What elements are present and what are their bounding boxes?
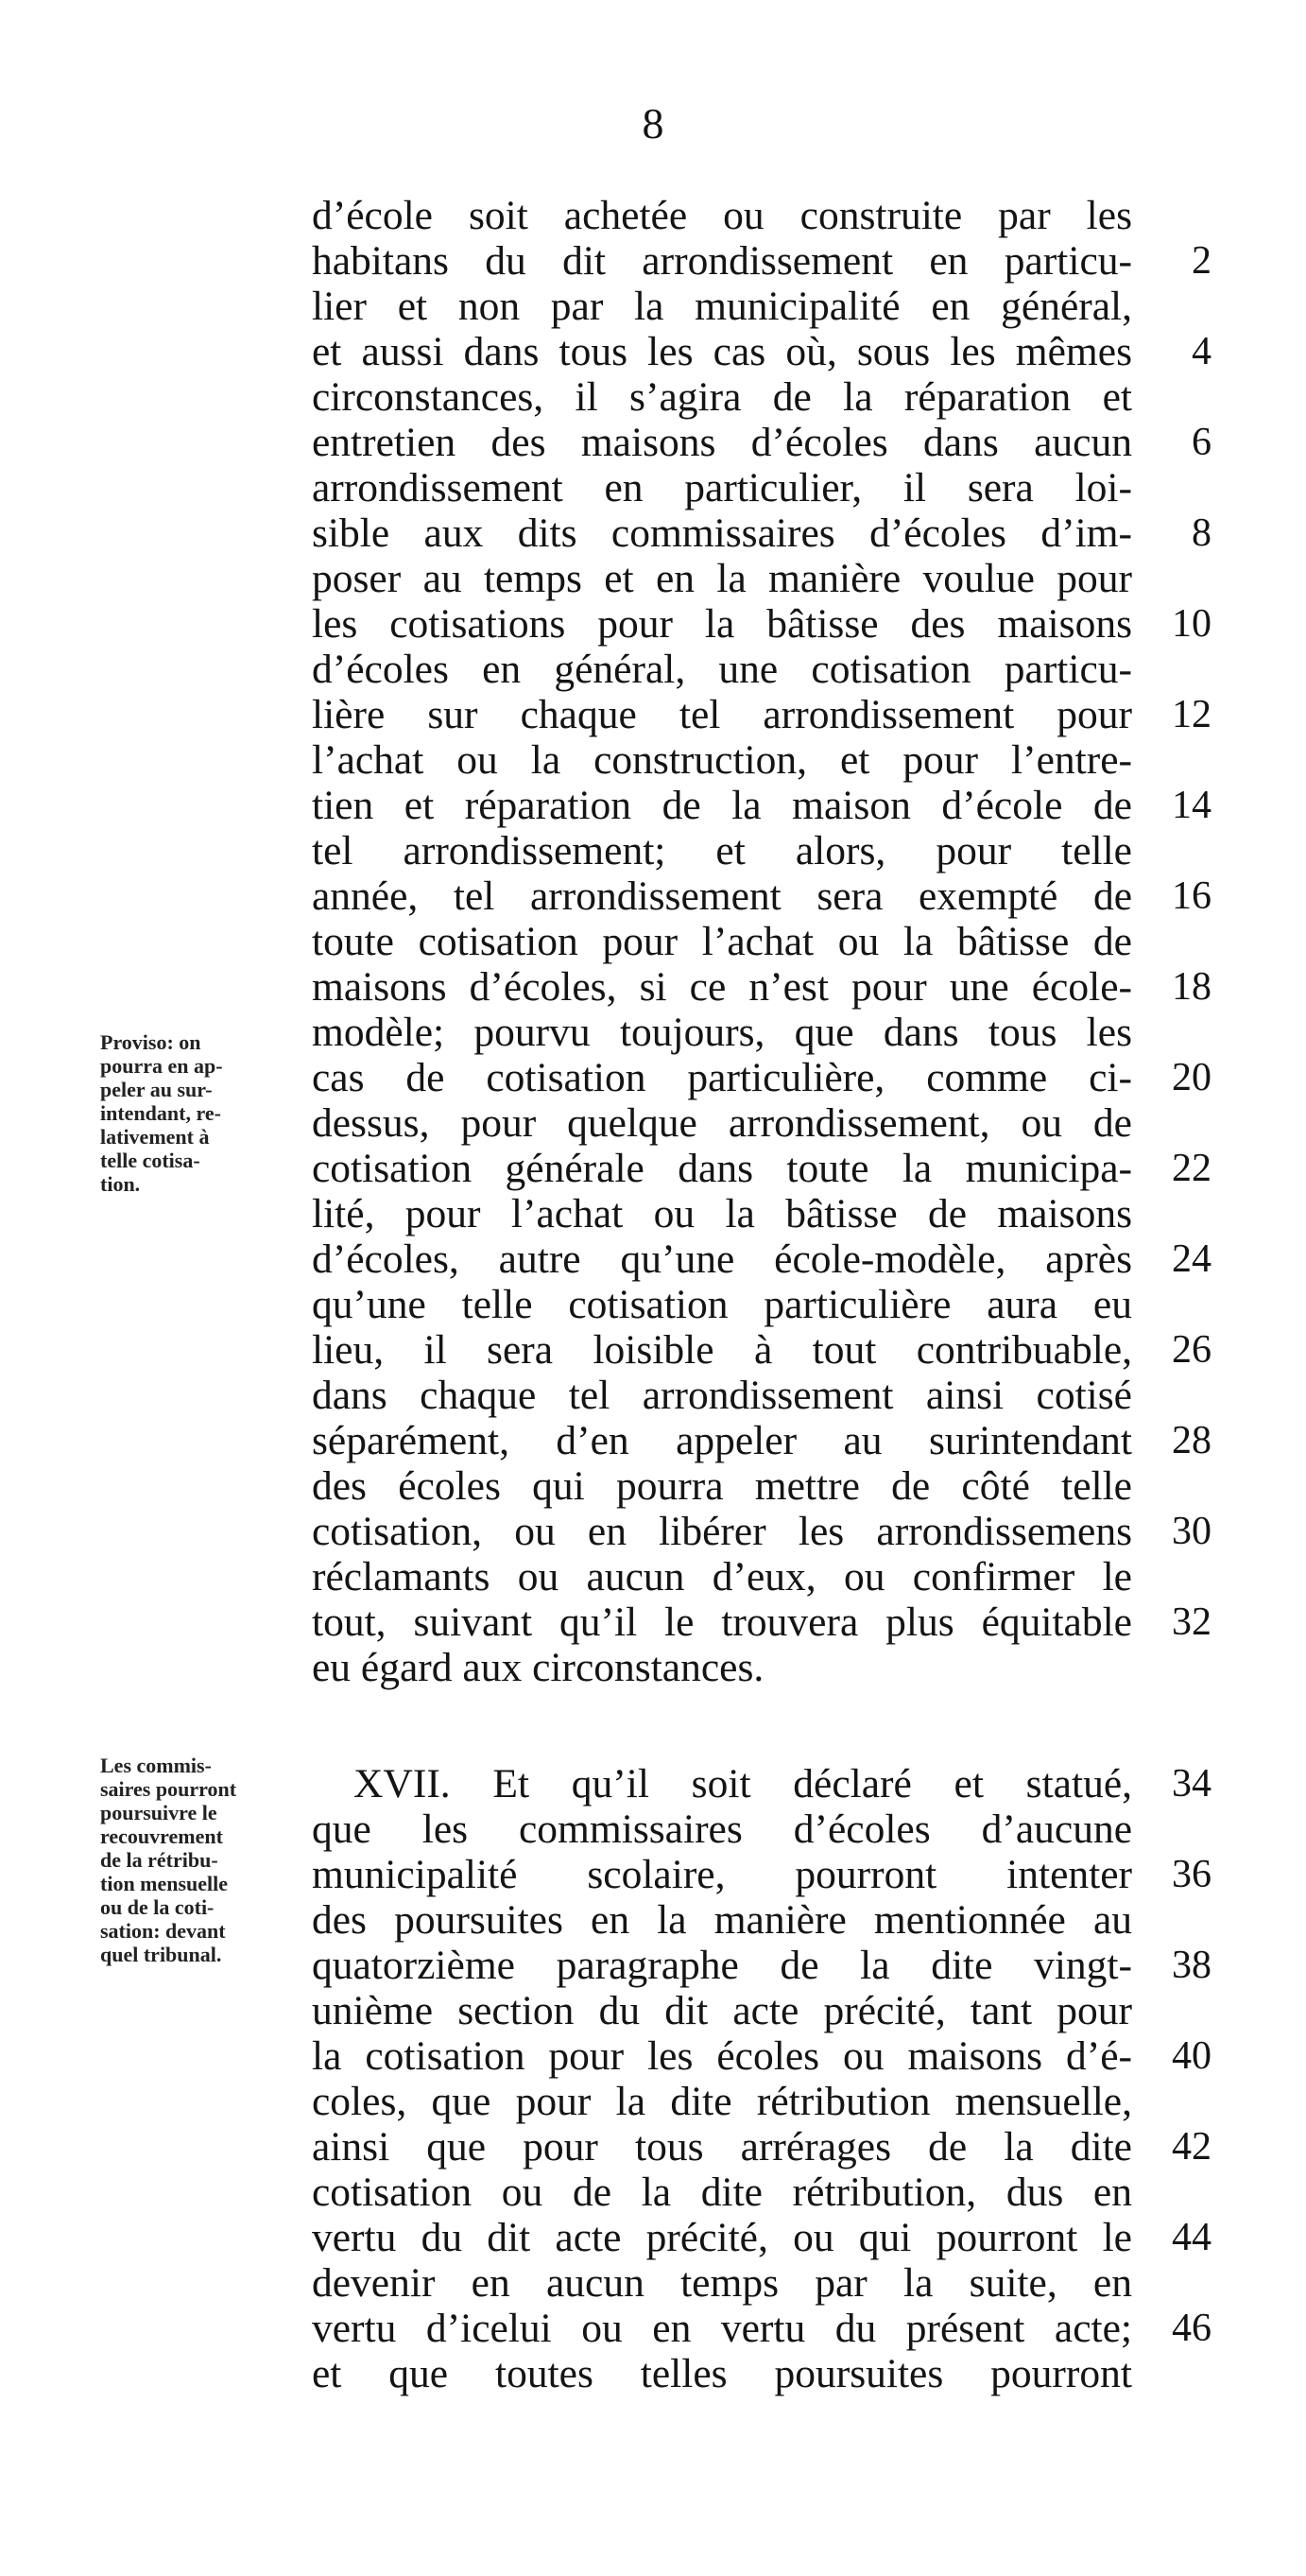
margin-note-line: quel tribunal. bbox=[100, 1943, 222, 1966]
text-line: tel arrondissement; et alors, pour telle bbox=[312, 828, 1132, 873]
text-line: entretien des maisons d’écoles dans aucun bbox=[312, 420, 1132, 465]
text-line: tien et réparation de la maison d’école de bbox=[312, 783, 1132, 828]
text-line: vertu d’icelui ou en vertu du présent acte; bbox=[312, 2306, 1132, 2351]
line-number: 24 bbox=[1172, 1237, 1211, 1281]
text-line: vertu du dit acte précité, ou qui pourront le bbox=[312, 2215, 1132, 2260]
text-line: toute cotisation pour l’achat ou la bâtisse de bbox=[312, 919, 1132, 964]
text-line: maisons d’écoles, si ce n’est pour une école- bbox=[312, 964, 1132, 1010]
page-number: 8 bbox=[642, 99, 664, 147]
line-number: 14 bbox=[1172, 784, 1211, 827]
text-line: circonstances, il s’agira de la réparation et bbox=[312, 374, 1132, 420]
margin-note-line: peler au sur- bbox=[100, 1078, 213, 1101]
text-line: d’écoles en général, une cotisation particu- bbox=[312, 647, 1132, 692]
text-line: les cotisations pour la bâtisse des maisons bbox=[312, 601, 1132, 647]
margin-note-line: poursuivre le bbox=[100, 1801, 217, 1824]
text-line: séparément, d’en appeler au surintendant bbox=[312, 1418, 1132, 1463]
margin-note-line: recouvrement bbox=[100, 1824, 223, 1848]
text-line: année, tel arrondissement sera exempté de bbox=[312, 873, 1132, 919]
margin-note-line: sation: devant bbox=[100, 1919, 226, 1943]
margin-note-line: lativement à bbox=[100, 1125, 210, 1149]
text-line: eu égard aux circonstances. bbox=[312, 1645, 765, 1690]
text-line: d’école soit achetée ou construite par les bbox=[312, 193, 1132, 238]
text-line: poser au temps et en la manière voulue pour bbox=[312, 556, 1132, 601]
line-number: 20 bbox=[1172, 1056, 1211, 1099]
line-number: 4 bbox=[1192, 330, 1211, 373]
text-line: dessus, pour quelque arrondissement, ou de bbox=[312, 1100, 1132, 1146]
line-number: 8 bbox=[1192, 511, 1211, 555]
text-line: lité, pour l’achat ou la bâtisse de maisons bbox=[312, 1191, 1132, 1236]
text-line: cotisation générale dans toute la municipa- bbox=[312, 1146, 1132, 1191]
margin-note-commissaires bbox=[100, 1754, 308, 1966]
line-number: 30 bbox=[1172, 1510, 1211, 1553]
text-line: habitans du dit arrondissement en particu- bbox=[312, 238, 1132, 284]
line-number: 28 bbox=[1172, 1419, 1211, 1462]
text-line: et aussi dans tous les cas où, sous les mêmes bbox=[312, 329, 1132, 374]
text-line: municipalité scolaire, pourront intenter bbox=[312, 1852, 1132, 1897]
margin-note-line: pourra en ap- bbox=[100, 1054, 223, 1078]
text-line: des écoles qui pourra mettre de côté telle bbox=[312, 1463, 1132, 1509]
line-number: 38 bbox=[1172, 1944, 1211, 1987]
line-number: 42 bbox=[1172, 2125, 1211, 2169]
line-number: 6 bbox=[1192, 421, 1211, 464]
margin-note-proviso bbox=[100, 1030, 308, 1196]
margin-note-line: de la rétribu- bbox=[100, 1848, 218, 1872]
line-number: 16 bbox=[1172, 874, 1211, 918]
margin-note-line: Proviso: on bbox=[100, 1030, 201, 1054]
line-number: 18 bbox=[1172, 965, 1211, 1009]
text-line: coles, que pour la dite rétribution mensuelle, bbox=[312, 2079, 1132, 2124]
margin-note-line: intendant, re- bbox=[100, 1101, 221, 1125]
text-line: quatorzième paragraphe de la dite vingt- bbox=[312, 1943, 1132, 1988]
text-line: sible aux dits commissaires d’écoles d’im- bbox=[312, 510, 1132, 556]
text-line: tout, suivant qu’il le trouvera plus équitable bbox=[312, 1599, 1132, 1645]
text-line: qu’une telle cotisation particulière aura eu bbox=[312, 1282, 1132, 1327]
margin-note-line: telle cotisa- bbox=[100, 1149, 200, 1172]
text-line: XVII. Et qu’il soit déclaré et statué, bbox=[353, 1761, 1132, 1807]
line-number: 46 bbox=[1172, 2307, 1211, 2350]
text-line: dans chaque tel arrondissement ainsi cotisé bbox=[312, 1373, 1132, 1418]
line-number: 36 bbox=[1172, 1853, 1211, 1896]
text-line: cas de cotisation particulière, comme ci- bbox=[312, 1055, 1132, 1100]
line-number: 22 bbox=[1172, 1147, 1211, 1190]
margin-note-line: saires pourront bbox=[100, 1777, 237, 1801]
text-line: cotisation, ou en libérer les arrondissemens bbox=[312, 1509, 1132, 1554]
text-line: lieu, il sera loisible à tout contribuable, bbox=[312, 1327, 1132, 1373]
line-number: 10 bbox=[1172, 602, 1211, 646]
line-number: 26 bbox=[1172, 1328, 1211, 1372]
text-line: d’écoles, autre qu’une école-modèle, après bbox=[312, 1236, 1132, 1282]
text-line: que les commissaires d’écoles d’aucune bbox=[312, 1807, 1132, 1852]
line-number: 2 bbox=[1192, 239, 1211, 283]
text-line: et que toutes telles poursuites pourront bbox=[312, 2351, 1132, 2396]
margin-note-line: ou de la coti- bbox=[100, 1895, 215, 1919]
line-number: 44 bbox=[1172, 2216, 1211, 2259]
text-line: cotisation ou de la dite rétribution, dus en bbox=[312, 2170, 1132, 2215]
text-line: devenir en aucun temps par la suite, en bbox=[312, 2260, 1132, 2306]
text-line: l’achat ou la construction, et pour l’entre- bbox=[312, 737, 1132, 783]
line-number: 34 bbox=[1172, 1762, 1211, 1806]
text-line: lière sur chaque tel arrondissement pour bbox=[312, 692, 1132, 737]
line-number: 40 bbox=[1172, 2034, 1211, 2078]
text-line: lier et non par la municipalité en général, bbox=[312, 284, 1132, 329]
line-number: 32 bbox=[1172, 1600, 1211, 1644]
margin-note-line: tion mensuelle bbox=[100, 1872, 229, 1895]
text-line: unième section du dit acte précité, tant pour bbox=[312, 1988, 1132, 2033]
line-number: 12 bbox=[1172, 693, 1211, 736]
text-line: réclamants ou aucun d’eux, ou confirmer le bbox=[312, 1554, 1132, 1599]
margin-note-line: Les commis- bbox=[100, 1754, 212, 1777]
text-line: des poursuites en la manière mentionnée au bbox=[312, 1897, 1132, 1943]
text-line: modèle; pourvu toujours, que dans tous les bbox=[312, 1010, 1132, 1055]
text-line: la cotisation pour les écoles ou maisons d’é- bbox=[312, 2033, 1132, 2079]
text-line: arrondissement en particulier, il sera loi- bbox=[312, 465, 1132, 510]
margin-note-line: tion. bbox=[100, 1172, 141, 1196]
text-line: ainsi que pour tous arrérages de la dite bbox=[312, 2124, 1132, 2170]
